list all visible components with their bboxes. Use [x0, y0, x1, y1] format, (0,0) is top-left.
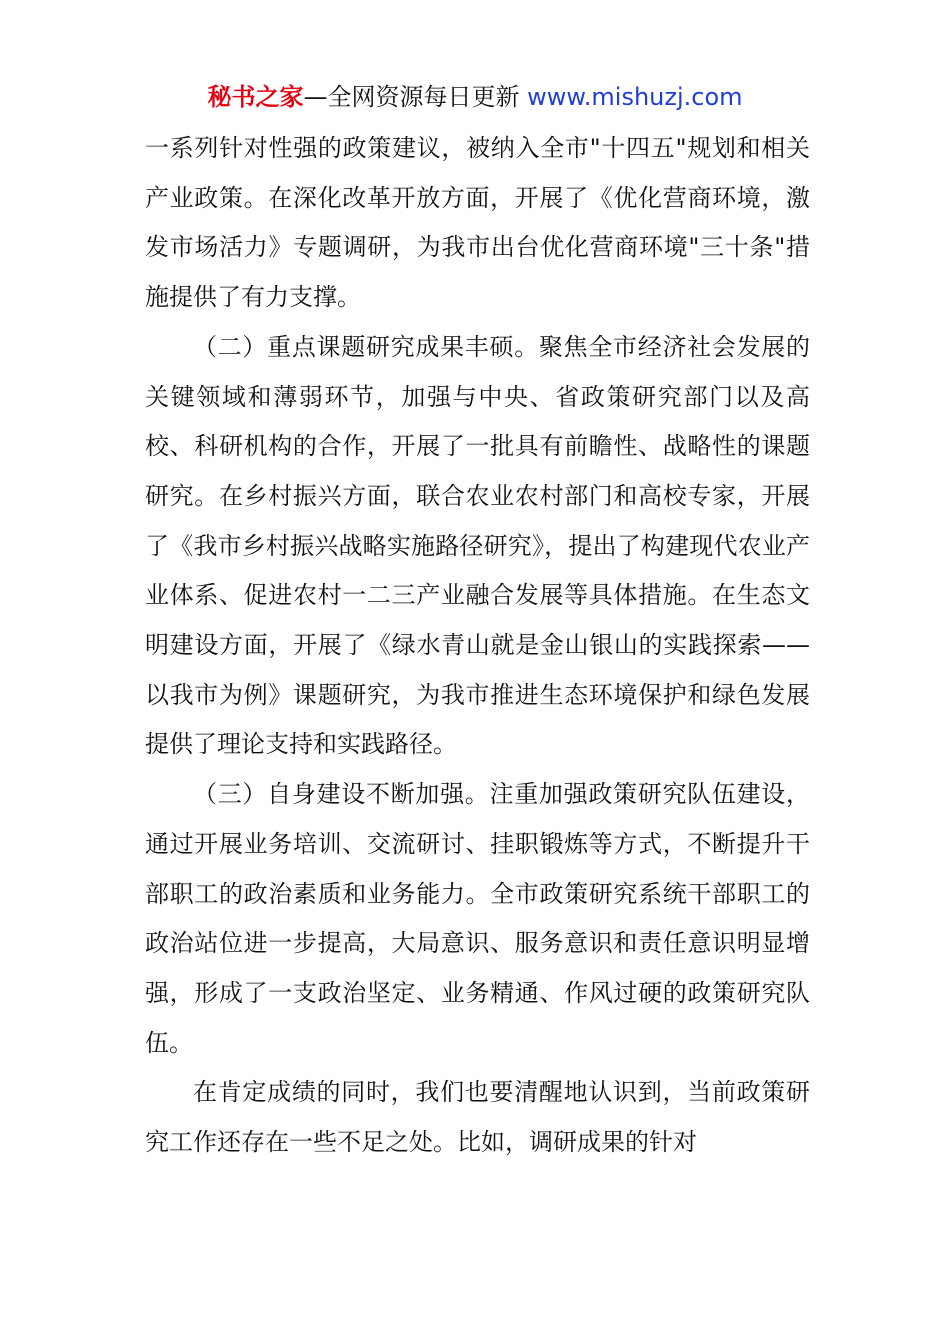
paragraph-3: （三）自身建设不断加强。注重加强政策研究队伍建设，通过开展业务培训、交流研讨、挂职锻炼等方式，不断提升干部职工的政治素质和业务能力。全市政策研究系统干部职工的政治站位进一步提高，大局意识、服务意识和责任意识明显增强，形成了一支政治坚定、业务精通、作风过硬的政策研究队伍。: [145, 780, 810, 1057]
page-header: [0, 80, 950, 114]
document-body: [145, 124, 810, 1168]
paragraph-4: 在肯定成绩的同时，我们也要清醒地认识到，当前政策研究工作还存在一些不足之处。比如，调研成果的针对: [145, 1078, 810, 1157]
site-url-link[interactable]: www.mishuzj.com: [527, 83, 743, 111]
site-brand: 秘书之家: [207, 83, 304, 111]
site-tagline: —全网资源每日更新: [303, 83, 528, 111]
paragraph-2: （二）重点课题研究成果丰硕。聚焦全市经济社会发展的关键领域和薄弱环节，加强与中央、省政策研究部门以及高校、科研机构的合作，开展了一批具有前瞻性、战略性的课题研究。在乡村振兴方面，联合农业农村部门和高校专家，开展了《我市乡村振兴战略实施路径研究》，提出了构建现代农业产业体系、促进农村一二三产业融合发展等具体措施。在生态文明建设方面，开展了《绿水青山就是金山银山的实践探索——以我市为例》课题研究，为我市推进生态环境保护和绿色发展提供了理论支持和实践路径。: [145, 332, 810, 759]
paragraph-1: 一系列针对性强的政策建议，被纳入全市"十四五"规划和相关产业政策。在深化改革开放方面，开展了《优化营商环境，激发市场活力》专题调研，为我市出台优化营商环境"三十条"措施提供了有力支撑。: [145, 134, 810, 312]
